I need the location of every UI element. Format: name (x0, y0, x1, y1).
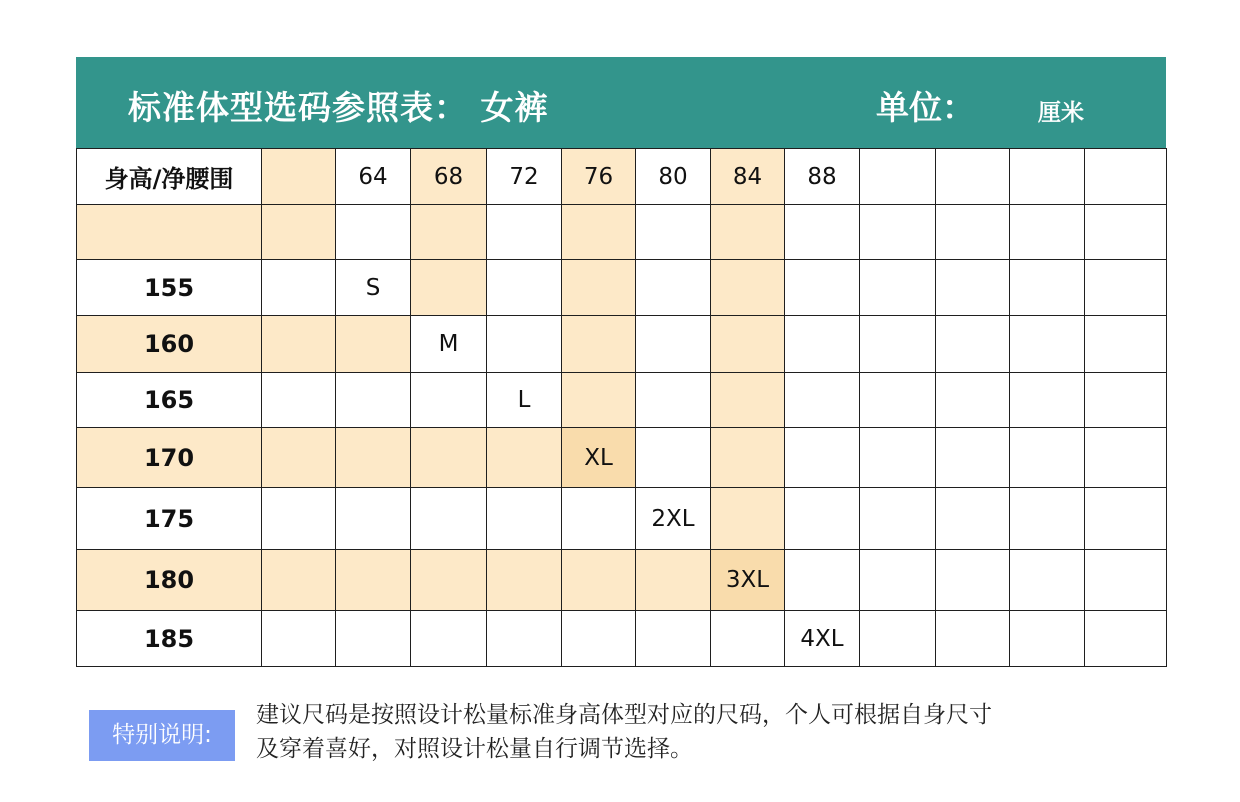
table-cell (336, 373, 411, 428)
table-cell (636, 611, 711, 667)
table-cell (1010, 428, 1085, 488)
note-line-1: 建议尺码是按照设计松量标准身高体型对应的尺码，个人可根据自身尺寸 (256, 702, 992, 728)
table-cell (562, 373, 636, 428)
table-cell (636, 428, 711, 488)
table-cell (1010, 488, 1085, 550)
table-cell (1085, 205, 1167, 260)
table-cell (1085, 316, 1167, 373)
waist-header-cell: 72 (487, 149, 562, 205)
table-cell (411, 488, 487, 550)
table-cell (1085, 611, 1167, 667)
table-cell (1010, 373, 1085, 428)
table-cell (562, 550, 636, 611)
table-cell (785, 550, 860, 611)
waist-header-cell: 76 (562, 149, 636, 205)
waist-header-cell (936, 149, 1010, 205)
table-cell (636, 316, 711, 373)
table-row (77, 373, 1167, 428)
waist-header-cell: 64 (336, 149, 411, 205)
table-cell (936, 428, 1010, 488)
note-text (256, 698, 1156, 766)
table-cell (936, 488, 1010, 550)
table-cell (636, 550, 711, 611)
height-cell: 175 (77, 488, 262, 550)
table-cell (711, 428, 785, 488)
table-cell (936, 550, 1010, 611)
table-cell (711, 205, 785, 260)
table-cell (1085, 373, 1167, 428)
size-cell: M (411, 316, 487, 373)
size-cell: XL (562, 428, 636, 488)
waist-header-cell: 68 (411, 149, 487, 205)
table-cell (936, 316, 1010, 373)
unit-value: 厘米 (1038, 100, 1084, 126)
size-cell: 2XL (636, 488, 711, 550)
waist-header-cell: 80 (636, 149, 711, 205)
table-cell (785, 488, 860, 550)
table-title: 标准体型选码参照表： 女裤 (128, 88, 549, 127)
table-cell (262, 550, 336, 611)
table-cell (1085, 488, 1167, 550)
table-cell (487, 316, 562, 373)
table-cell (336, 550, 411, 611)
table-cell (262, 316, 336, 373)
table-cell (562, 260, 636, 316)
table-row (77, 611, 1167, 667)
table-cell (785, 373, 860, 428)
height-cell: 185 (77, 611, 262, 667)
table-cell (487, 488, 562, 550)
table-cell (562, 205, 636, 260)
table-cell (936, 611, 1010, 667)
table-cell (1010, 611, 1085, 667)
table-cell (1010, 550, 1085, 611)
table-row (77, 205, 1167, 260)
table-cell (262, 488, 336, 550)
waist-header-cell (1010, 149, 1085, 205)
waist-header-cell: 84 (711, 149, 785, 205)
size-cell: 3XL (711, 550, 785, 611)
table-cell (860, 260, 936, 316)
table-cell (711, 316, 785, 373)
height-cell: 160 (77, 316, 262, 373)
table-cell (936, 260, 1010, 316)
table-cell (487, 205, 562, 260)
table-cell (636, 373, 711, 428)
table-cell (636, 205, 711, 260)
table-cell (1085, 550, 1167, 611)
table-cell (262, 428, 336, 488)
table-row (77, 260, 1167, 316)
table-header-banner (76, 57, 1166, 148)
table-cell (411, 550, 487, 611)
table-cell (711, 611, 785, 667)
height-cell (77, 205, 262, 260)
table-cell (262, 611, 336, 667)
table-row (77, 488, 1167, 550)
table-cell (487, 611, 562, 667)
table-cell (562, 611, 636, 667)
table-cell (411, 373, 487, 428)
table-cell (860, 488, 936, 550)
table-cell (860, 316, 936, 373)
waist-header-cell: 88 (785, 149, 860, 205)
table-cell (262, 373, 336, 428)
table-cell (936, 205, 1010, 260)
table-cell (336, 428, 411, 488)
table-cell (411, 205, 487, 260)
table-cell (636, 260, 711, 316)
height-cell: 165 (77, 373, 262, 428)
table-cell (860, 611, 936, 667)
table-cell (336, 316, 411, 373)
table-row (77, 428, 1167, 488)
table-cell (711, 488, 785, 550)
table-cell (785, 428, 860, 488)
table-cell (336, 488, 411, 550)
table-cell (411, 260, 487, 316)
size-chart-table (76, 148, 1167, 667)
waist-header-cell (262, 149, 336, 205)
table-cell (785, 260, 860, 316)
table-cell (487, 260, 562, 316)
table-cell (562, 316, 636, 373)
table-cell (411, 611, 487, 667)
table-cell (936, 373, 1010, 428)
unit-label: 单位： (876, 88, 975, 127)
table-cell (1010, 260, 1085, 316)
note-line-2: 及穿着喜好，对照设计松量自行调节选择。 (256, 736, 693, 762)
table-row (77, 316, 1167, 373)
size-cell: L (487, 373, 562, 428)
table-cell (562, 488, 636, 550)
size-cell: S (336, 260, 411, 316)
table-cell (1010, 205, 1085, 260)
table-cell (411, 428, 487, 488)
table-cell (336, 611, 411, 667)
table-cell (1085, 260, 1167, 316)
height-cell: 155 (77, 260, 262, 316)
waist-header-cell (1085, 149, 1167, 205)
table-cell (785, 205, 860, 260)
table-cell (860, 428, 936, 488)
table-row (77, 550, 1167, 611)
waist-header-cell (860, 149, 936, 205)
table-cell (785, 316, 860, 373)
table-cell (336, 205, 411, 260)
size-cell: 4XL (785, 611, 860, 667)
table-cell (1085, 428, 1167, 488)
table-cell (262, 205, 336, 260)
table-cell (262, 260, 336, 316)
table-cell (487, 428, 562, 488)
table-cell (860, 550, 936, 611)
table-cell (1010, 316, 1085, 373)
height-cell: 180 (77, 550, 262, 611)
height-cell: 170 (77, 428, 262, 488)
table-cell (711, 260, 785, 316)
waist-header-row (77, 149, 1167, 205)
table-cell (711, 373, 785, 428)
table-cell (860, 373, 936, 428)
table-cell (860, 205, 936, 260)
corner-header: 身高/净腰围 (77, 149, 262, 205)
table-cell (487, 550, 562, 611)
note-label: 特别说明: (89, 710, 235, 761)
